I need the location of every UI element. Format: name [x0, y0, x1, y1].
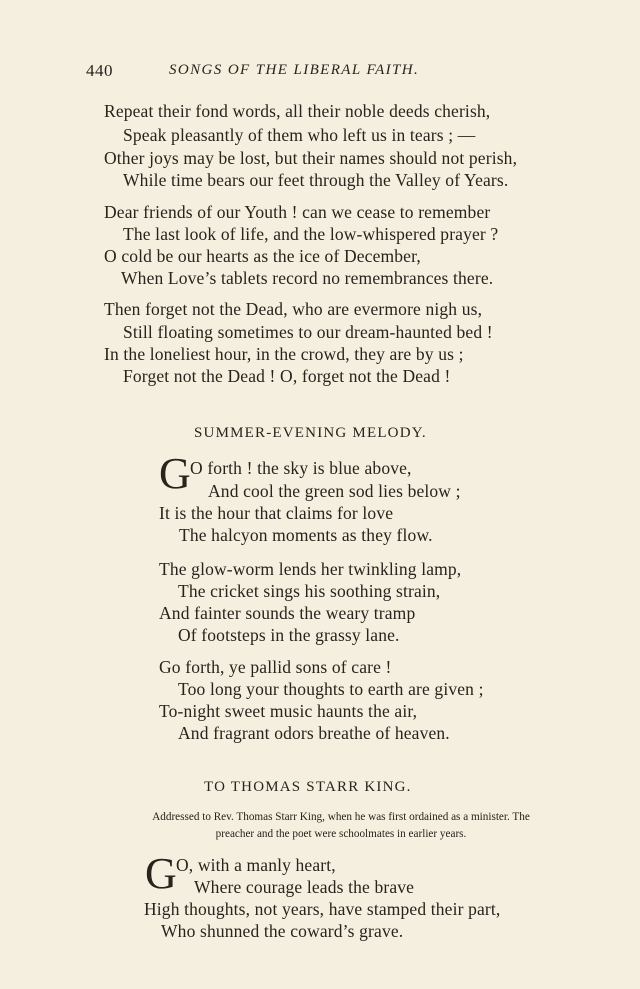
- poem-line: While time bears our feet through the Valley of Years.: [123, 170, 509, 190]
- poem-line: Still floating sometimes to our dream-haunted bed !: [123, 322, 493, 342]
- poem-line: O cold be our hearts as the ice of December,: [104, 246, 421, 266]
- poem-line: Go forth, ye pallid sons of care !: [159, 657, 392, 677]
- drop-cap: G: [159, 449, 191, 498]
- poem-line: Of footsteps in the grassy lane.: [178, 625, 400, 645]
- poem-line: In the loneliest hour, in the crowd, they are by us ;: [104, 344, 464, 364]
- subtitle-line: Addressed to Rev. Thomas Starr King, when he was first ordained as a minister. The: [152, 811, 530, 823]
- poem-line: Where courage leads the brave: [194, 877, 415, 897]
- book-title: SONGS OF THE LIBERAL FAITH.: [169, 62, 420, 78]
- poem-line: And fainter sounds the weary tramp: [159, 603, 416, 623]
- drop-cap: G: [145, 849, 177, 898]
- poem-line: And fragrant odors breathe of heaven.: [178, 723, 450, 743]
- poem-line: The halcyon moments as they flow.: [179, 525, 433, 545]
- poem-line: It is the hour that claims for love: [159, 503, 394, 523]
- poem-line: Dear friends of our Youth ! can we cease to remember: [104, 202, 491, 222]
- poem-line: The cricket sings his soothing strain,: [178, 581, 441, 601]
- poem-line: The last look of life, and the low-whispered prayer ?: [123, 224, 499, 244]
- poem-line: Speak pleasantly of them who left us in tears ; —: [123, 125, 476, 145]
- poem-title: TO THOMAS STARR KING.: [204, 779, 412, 795]
- poem-line: Who shunned the coward’s grave.: [161, 921, 404, 941]
- poem-line: To-night sweet music haunts the air,: [159, 701, 418, 721]
- poem-title: SUMMER-EVENING MELODY.: [194, 425, 427, 441]
- poem-line: Repeat their fond words, all their noble deeds cherish,: [104, 101, 491, 121]
- poem-line: Other joys may be lost, but their names should not perish,: [104, 148, 518, 168]
- poem-line: O, with a manly heart,: [176, 855, 336, 875]
- poem-subtitle: [100, 809, 582, 843]
- poem-line: When Love’s tablets record no remembrances there.: [121, 268, 494, 288]
- poem-line: Then forget not the Dead, who are evermore nigh us,: [104, 299, 483, 319]
- poem-line: The glow-worm lends her twinkling lamp,: [159, 559, 462, 579]
- subtitle-line: preacher and the poet were schoolmates in earlier years.: [215, 828, 467, 840]
- poem-line: High thoughts, not years, have stamped their part,: [144, 899, 501, 919]
- page-number: 440: [86, 61, 113, 80]
- poem-line: Forget not the Dead ! O, forget not the Dead !: [123, 366, 451, 386]
- running-head: [86, 61, 556, 83]
- poem-line: And cool the green sod lies below ;: [208, 481, 461, 501]
- poem-line: Too long your thoughts to earth are given ;: [178, 679, 484, 699]
- poem-line: O forth ! the sky is blue above,: [190, 458, 412, 478]
